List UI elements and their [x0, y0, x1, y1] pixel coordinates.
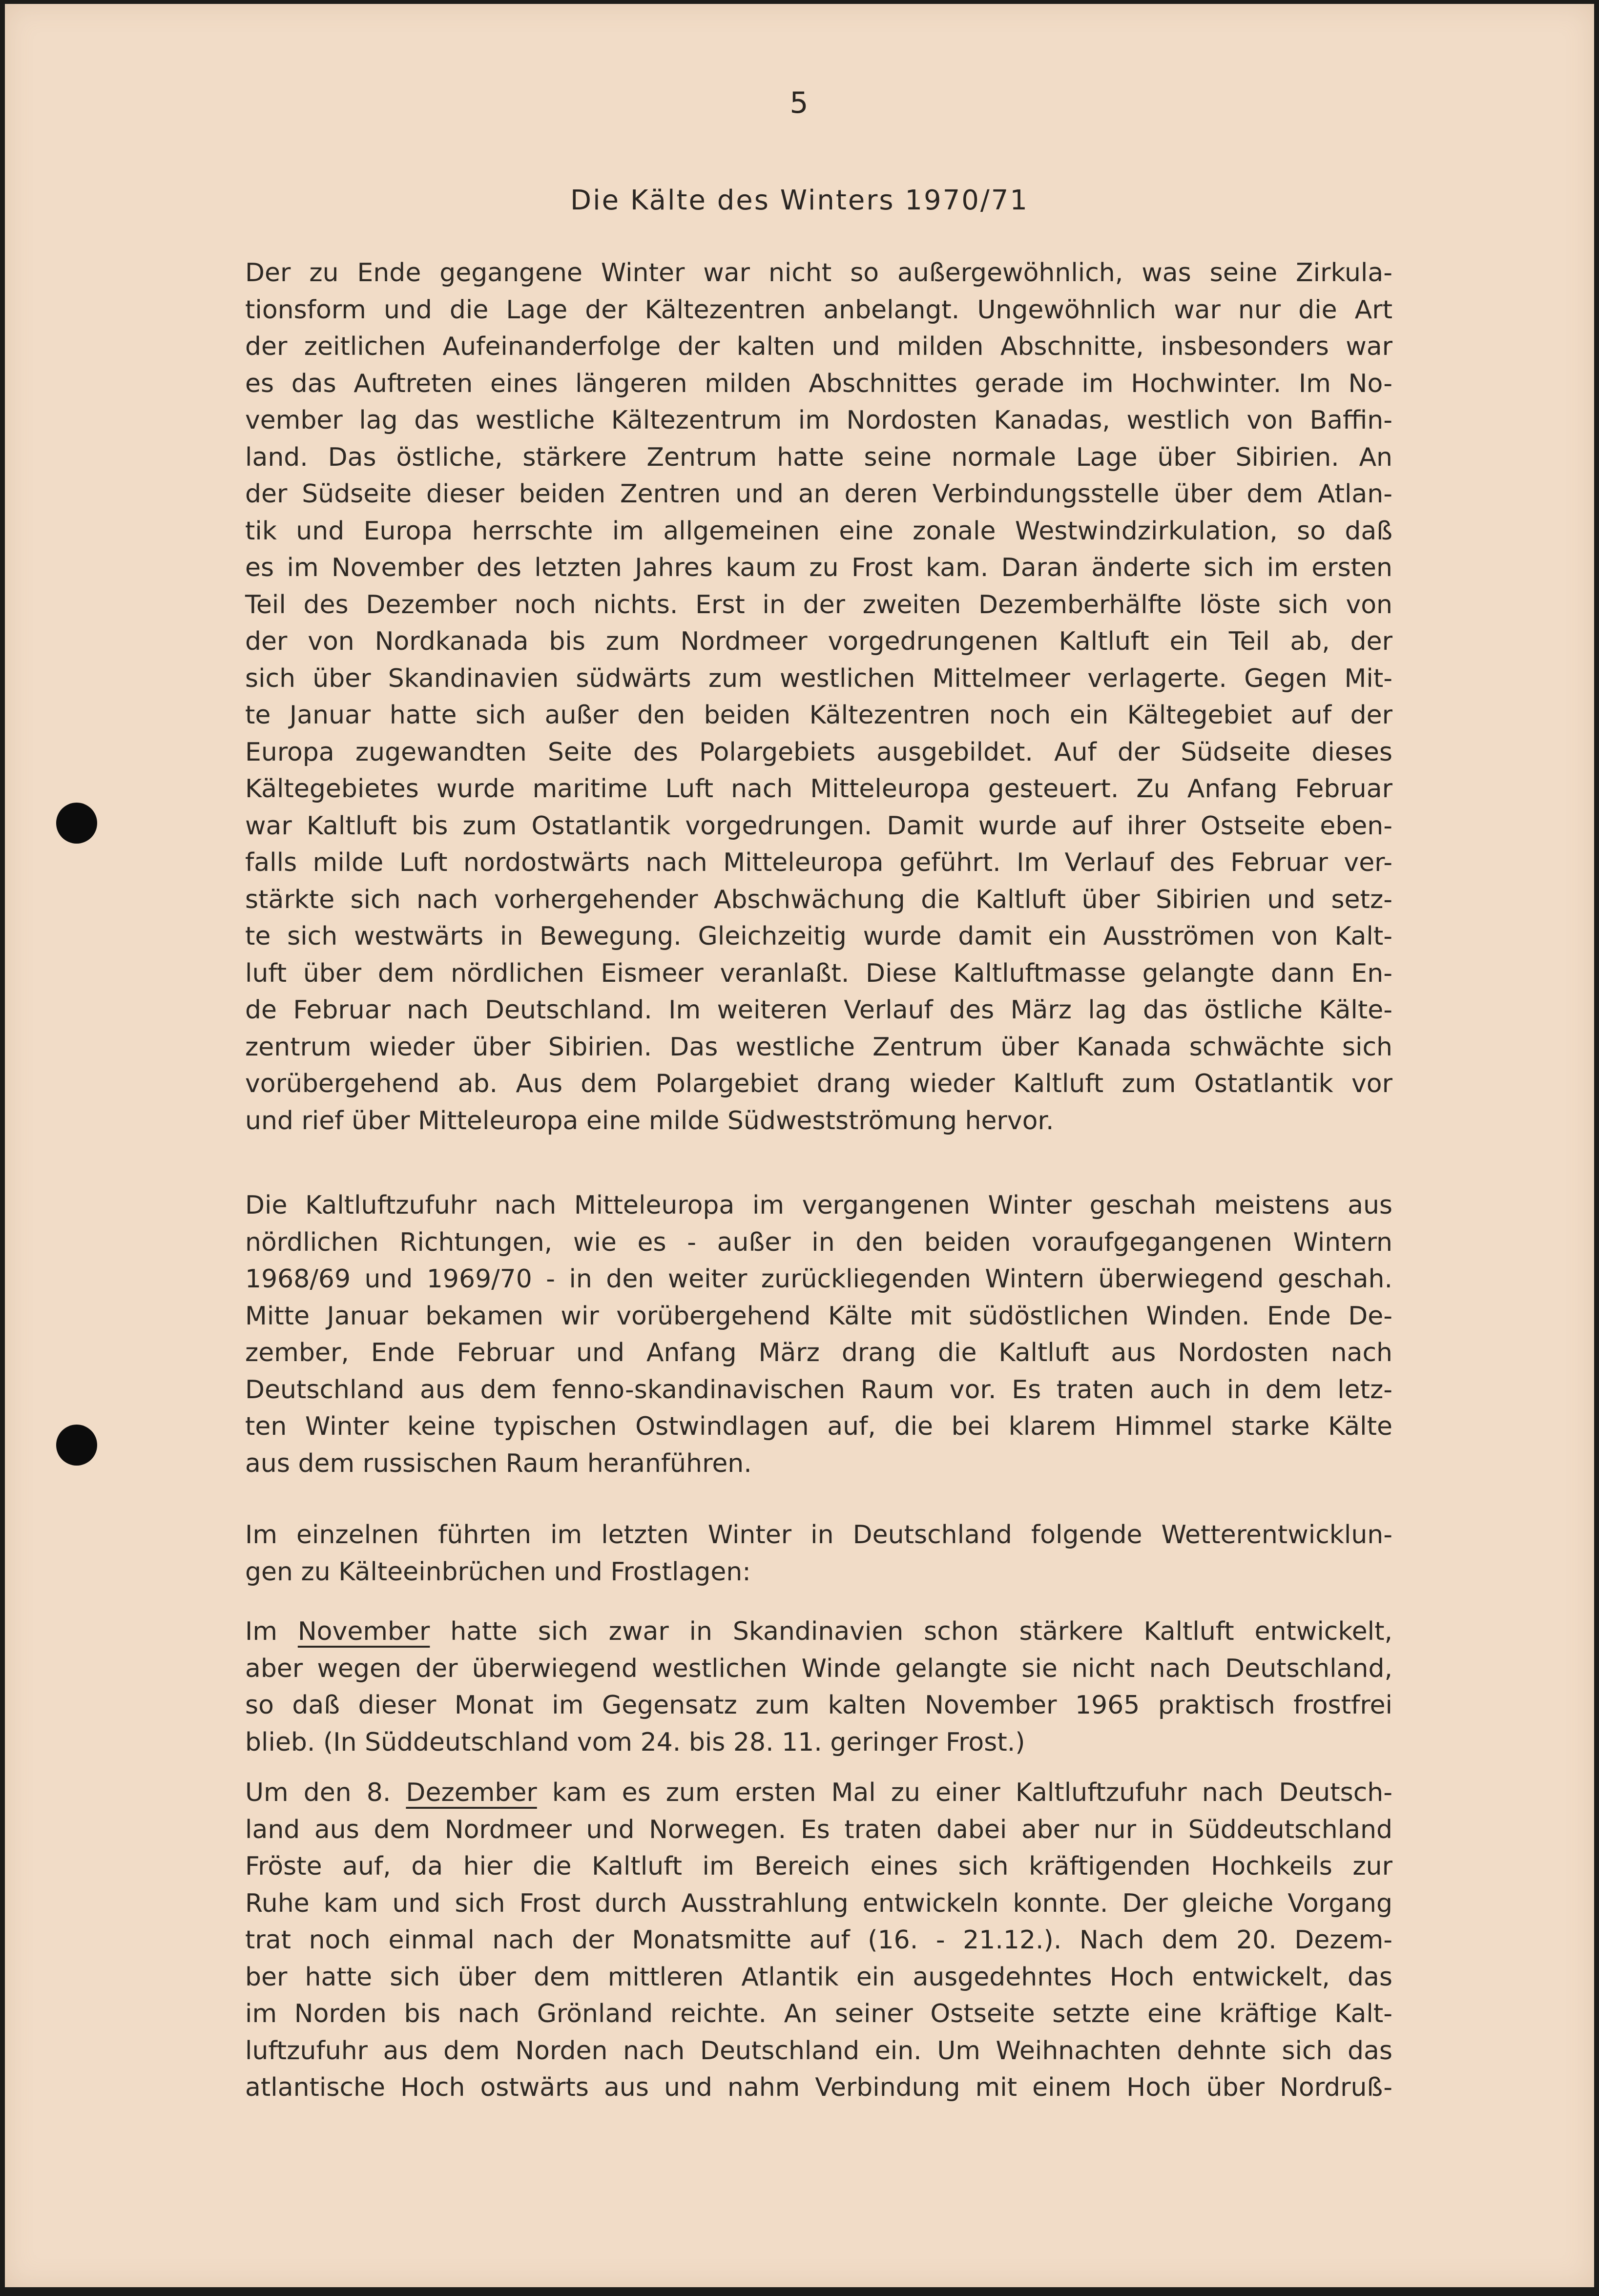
text-line: vorübergehend ab. Aus dem Polargebiet drang wieder Kaltluft zum Ostatlantik vor — [245, 1069, 1392, 1098]
text-line: der Südseite dieser beiden Zentren und an deren Verbindungsstelle über dem Atlan- — [245, 479, 1392, 509]
text-line: Die Kaltluftzufuhr nach Mitteleuropa im vergangenen Winter geschah meistens aus — [245, 1191, 1392, 1220]
month-heading-november: November — [297, 1617, 430, 1646]
text-line — [245, 1775, 1392, 1812]
text-line: war Kaltluft bis zum Ostatlantik vorgedrungen. Damit wurde auf ihrer Ostseite eben- — [245, 811, 1392, 841]
text-line: sich über Skandinavien südwärts zum westlichen Mittelmeer verlagerte. Gegen Mit- — [245, 663, 1392, 693]
text-line: trat noch einmal nach der Monatsmitte auf (16. - 21.12.). Nach dem 20. Dezem- — [245, 1925, 1392, 1955]
text-line: Kältegebietes wurde maritime Luft nach Mitteleuropa gesteuert. Zu Anfang Februar — [245, 774, 1392, 804]
text-line: aus dem russischen Raum heranführen. — [245, 1448, 752, 1478]
text-line: Mitte Januar bekamen wir vorübergehend Kälte mit südöstlichen Winden. Ende De- — [245, 1301, 1392, 1331]
text-line: es im November des letzten Jahres kaum zu Frost kam. Daran änderte sich im ersten — [245, 553, 1392, 582]
text-line: und rief über Mitteleuropa eine milde Südwestströmung hervor. — [245, 1106, 1054, 1136]
text-line: blieb. (In Süddeutschland vom 24. bis 28. 11. geringer Frost.) — [245, 1727, 1025, 1757]
text-fragment: hatte sich zwar in Skandinavien schon stärkere Kaltluft entwickelt, — [430, 1617, 1392, 1646]
text-line: falls milde Luft nordostwärts nach Mitteleuropa geführt. Im Verlauf des Februar ver- — [245, 848, 1392, 877]
text-line: nördlichen Richtungen, wie es - außer in den beiden voraufgegangenen Wintern — [245, 1227, 1392, 1257]
document-title: Die Kälte des Winters 1970/71 — [570, 185, 1029, 216]
text-line: tionsform und die Lage der Kältezentren anbelangt. Ungewöhnlich war nur die Art — [245, 295, 1392, 325]
text-line: zember, Ende Februar und Anfang März drang die Kaltluft aus Nordosten nach — [245, 1338, 1392, 1367]
text-line: vember lag das westliche Kältezentrum im Nordosten Kanadas, westlich von Baffin- — [245, 406, 1392, 435]
paragraph-november — [245, 1613, 1392, 1761]
text-line: te Januar hatte sich außer den beiden Kältezentren noch ein Kältegebiet auf der — [245, 701, 1392, 730]
text-line: zentrum wieder über Sibirien. Das westliche Zentrum über Kanada schwächte sich — [245, 1032, 1392, 1062]
text-line: Europa zugewandten Seite des Polargebiets ausgebildet. Auf der Südseite dieses — [245, 737, 1392, 767]
text-line: atlantische Hoch ostwärts aus und nahm Verbindung mit einem Hoch über Nordruß- — [245, 2073, 1392, 2102]
text-line: der von Nordkanada bis zum Nordmeer vorgedrungenen Kaltluft ein Teil ab, der — [245, 627, 1392, 656]
text-line: luftzufuhr aus dem Norden nach Deutschland ein. Um Weihnachten dehnte sich das — [245, 2036, 1392, 2066]
text-line: stärkte sich nach vorhergehender Abschwächung die Kaltluft über Sibirien und setz- — [245, 885, 1392, 914]
text-line: im Norden bis nach Grönland reichte. An seiner Ostseite setzte eine kräftige Kalt- — [245, 1999, 1392, 2028]
paragraph-circulation — [245, 255, 1392, 1139]
text-line: so daß dieser Monat im Gegensatz zum kalten November 1965 praktisch frostfrei — [245, 1691, 1392, 1720]
text-line: gen zu Kälteeinbrüchen und Frostlagen: — [245, 1557, 751, 1587]
text-line: Fröste auf, da hier die Kaltluft im Bereich eines sich kräftigenden Hochkeils zur — [245, 1852, 1392, 1881]
text-line: Der zu Ende gegangene Winter war nicht so außergewöhnlich, was seine Zirkula- — [245, 258, 1392, 288]
paragraph-intro-details — [245, 1517, 1392, 1591]
text-fragment: Im — [245, 1617, 298, 1646]
text-line: Deutschland aus dem fenno-skandinavischen Raum vor. Es traten auch in dem letz- — [245, 1375, 1392, 1405]
text-line: 1968/69 und 1969/70 - in den weiter zurückliegenden Wintern überwiegend geschah. — [245, 1264, 1392, 1294]
text-line: der zeitlichen Aufeinanderfolge der kalten und milden Abschnitte, insbesonders war — [245, 332, 1392, 361]
text-line: tik und Europa herrschte im allgemeinen eine zonale Westwindzirkulation, so daß — [245, 516, 1392, 546]
punch-hole — [56, 1425, 97, 1466]
text-line: de Februar nach Deutschland. Im weiteren Verlauf des März lag das östliche Kälte- — [245, 995, 1392, 1025]
paragraph-cold-air-supply — [245, 1187, 1392, 1482]
text-line: es das Auftreten eines längeren milden Abschnittes gerade im Hochwinter. Im No- — [245, 369, 1392, 398]
text-line: Im einzelnen führten im letzten Winter in Deutschland folgende Wetterentwicklun- — [245, 1520, 1392, 1550]
text-line: Teil des Dezember noch nichts. Erst in der zweiten Dezemberhälfte löste sich von — [245, 590, 1392, 620]
month-heading-december: Dezember — [406, 1778, 537, 1807]
paragraph-december — [245, 1775, 1392, 2107]
text-line: ten Winter keine typischen Ostwindlagen auf, die bei klarem Himmel starke Kälte — [245, 1412, 1392, 1441]
text-line: aber wegen der überwiegend westlichen Winde gelangte sie nicht nach Deutschland, — [245, 1654, 1392, 1683]
page-number: 5 — [789, 86, 810, 120]
text-line: ber hatte sich über dem mittleren Atlantik ein ausgedehntes Hoch entwickelt, das — [245, 1962, 1392, 1992]
text-line: land aus dem Nordmeer und Norwegen. Es traten dabei aber nur in Süddeutschland — [245, 1815, 1392, 1844]
text-line: land. Das östliche, stärkere Zentrum hatte seine normale Lage über Sibirien. An — [245, 442, 1392, 472]
text-fragment: kam es zum ersten Mal zu einer Kaltluftzufuhr nach Deutsch- — [537, 1778, 1392, 1807]
text-line: luft über dem nördlichen Eismeer veranlaßt. Diese Kaltluftmasse gelangte dann En- — [245, 958, 1392, 988]
text-line: Ruhe kam und sich Frost durch Ausstrahlung entwickeln konnte. Der gleiche Vorgang — [245, 1888, 1392, 1918]
text-line — [245, 1613, 1392, 1651]
text-line: te sich westwärts in Bewegung. Gleichzeitig wurde damit ein Ausströmen von Kalt- — [245, 922, 1392, 951]
punch-hole — [56, 803, 97, 844]
text-fragment: Um den 8. — [245, 1778, 406, 1807]
